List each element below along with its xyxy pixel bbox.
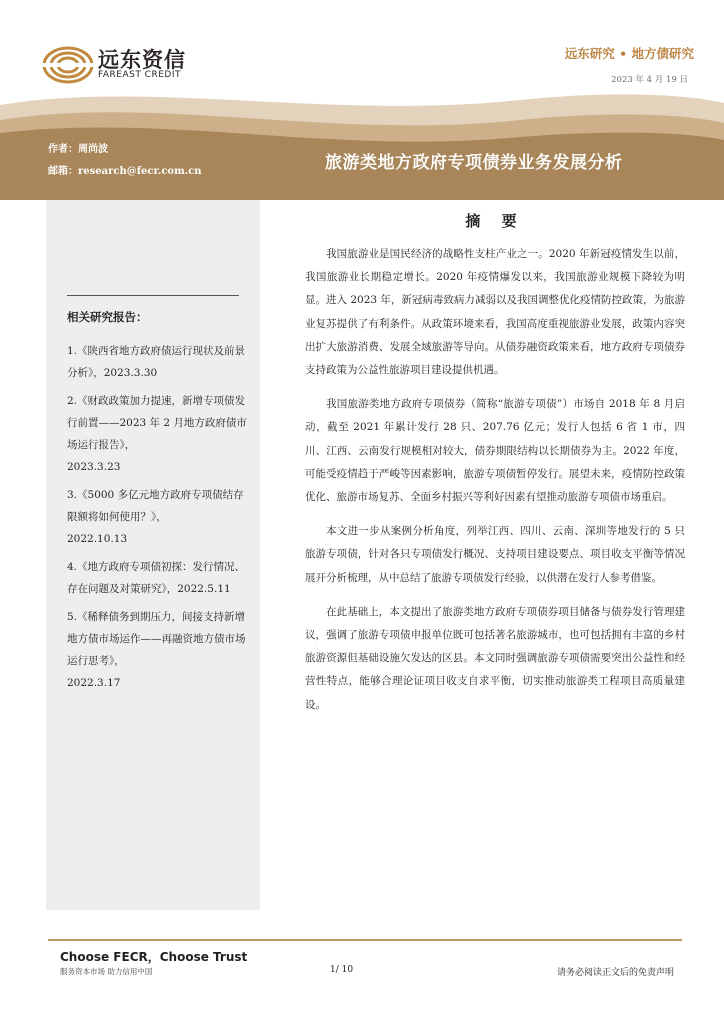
fareast-logo-icon — [42, 45, 94, 85]
abstract-section — [305, 210, 685, 728]
author: 作者：周尚波 — [48, 144, 108, 155]
related-reports-heading: 相关研究报告： — [67, 310, 148, 324]
related-report-date: 2023.3.23 — [67, 461, 121, 473]
sidebar-divider — [67, 295, 239, 296]
related-report-text: 2.《财政政策加力提速，新增专项债发行前置——2023 年 2 月地方政府债市场运行报告》， — [67, 395, 247, 451]
footer-slogan: Choose FECR，Choose Trust — [60, 950, 248, 964]
page-header — [0, 0, 724, 200]
abstract-paragraph: 我国旅游业是国民经济的战略性支柱产业之一。2020 年新冠疫情发生以前，我国旅游业长期稳定增长。2020 年疫情爆发以来，我国旅游业规模下降较为明显。进入 2023 年，新冠病毒致病力减弱以及我国调整优化疫情防控政策，为旅游业复苏提供了有利条件。从政策环境来看，我国高度重视旅游业发展，政策内容突出扩大旅游消费、发展全域旅游等导向。从债券融资政策来看，地方政府专项债券支持政策为公益性旅游项目建设提供机遇。 — [305, 248, 685, 377]
report-series: 远东研究 • 地方债研究 — [564, 46, 694, 61]
abstract-paragraph: 在此基础上，本文提出了旅游类地方政府专项债券项目储备与债券发行管理建议，强调了旅游专项债申报单位既可包括著名旅游城市，也可包括拥有丰富的乡村旅游资源但基础设施欠发达的区县。本文同时强调旅游专项债需要突出公益性和经营性特点，能够合理论证项目收支自求平衡，切实推动旅游类工程项目高质量建设。 — [305, 605, 685, 711]
abstract-title: 摘 要 — [465, 212, 525, 230]
related-report-text: 4.《地方政府专项债初探：发行情况、存在问题及对策研究》，2022.5.11 — [67, 561, 246, 595]
report-date: 2023 年 4 月 19 日 — [611, 75, 688, 85]
disclaimer-note: 请务必阅读正文后的免责声明 — [556, 968, 674, 978]
related-report-item — [67, 340, 247, 384]
related-report-item — [67, 484, 247, 550]
related-reports-sidebar — [46, 200, 260, 910]
related-report-item — [67, 390, 247, 478]
related-report-text: 3.《5000 多亿元地方政府专项债结存限额将如何使用？》， — [67, 489, 244, 523]
related-report-text: 1.《陕西省地方政府债运行现状及前景分析》，2023.3.30 — [67, 345, 246, 379]
related-reports-list — [67, 340, 247, 700]
related-report-item — [67, 556, 247, 600]
footer-subslogan: 服务资本市场 助力信用中国 — [60, 967, 153, 976]
related-report-text: 5.《稀释债务到期压力，间接支持新增地方债市场运作——再融资地方债市场运行思考》， — [67, 611, 246, 667]
author-email: 邮箱：research@fecr.com.cn — [48, 166, 202, 177]
brand-name-en: FAREAST CREDIT — [98, 70, 181, 80]
abstract-paragraph: 本文进一步从案例分析角度，列举江西、四川、云南、深圳等地发行的 5 只旅游专项债，针对各只专项债发行概况、支持项目建设要点、项目收支平衡等情况展开分析梳理，从中总结了旅游专项债发行经验，以供潜在发行人参考借鉴。 — [305, 525, 685, 584]
abstract-paragraph: 我国旅游类地方政府专项债券（简称“旅游专项债”）市场自 2018 年 8 月启动，截至 2021 年累计发行 28 只、207.76 亿元；发行人包括 6 省 1 市，四川、江西、云南发行规模相对较大，债券期限结构以长期债券为主。2022 年度，可能受疫情趋于严峻等因素影响，旅游专项债暂停发行。展望未来，疫情防控政策优化、旅游市场复苏、全面乡村振兴等利好因素有望推动旅游专项债市场重启。 — [305, 398, 685, 504]
related-report-item — [67, 606, 247, 694]
related-report-date: 2022.3.17 — [67, 677, 121, 689]
related-report-date: 2022.10.13 — [67, 533, 128, 545]
document-title: 旅游类地方政府专项债券业务发展分析 — [325, 153, 623, 173]
brand-name-cn: 远东资信 — [98, 48, 186, 72]
footer-divider — [48, 939, 682, 941]
header-wave-band — [0, 85, 724, 200]
page-number: 1/ 10 — [330, 965, 354, 975]
